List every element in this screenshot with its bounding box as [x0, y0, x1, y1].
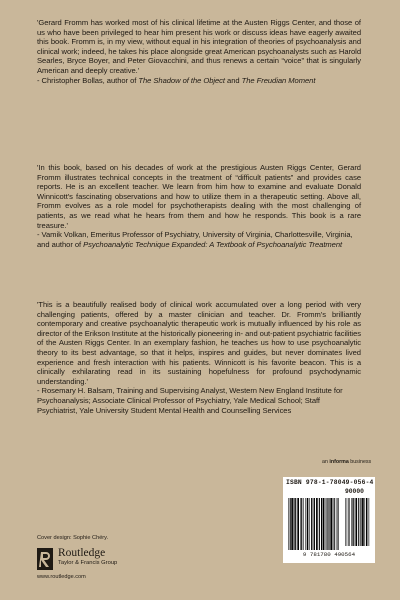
endorsement-text: 'Gerard Fromm has worked most of his clinical lifetime at the Austen Riggs Center, and those of us who have been privileged to hear him present his work or discuss ideas have eagerly awaited this book. Fromm is, in my view, without equal in his integration of theories of psychoanalysis and clinical work; indeed, he takes his place alongside great American psychoanalysts such as Harold Searles, Bryce Boyer, and Peter Giovacchini, and thus renews a certain “voice” that is singularly American and deeply creative.' — [37, 18, 361, 75]
endorsement-balsam — [37, 300, 361, 415]
endorsement-attribution: - Christopher Bollas, author of The Shadow of the Object and The Freudian Moment — [37, 75, 316, 85]
isbn-barcode — [283, 477, 375, 563]
endorsement-text: 'In this book, based on his decades of work at the prestigious Austen Riggs Center, Gerard Fromm illustrates technical concepts in the treatment of “difficult patients” and provides case reports. He is an excellent teacher. We learn from him how to examine and evaluate Donald Winnicott's fascinating observations and how to utilize them in a therapeutic setting. Above all, Fromm evolves as a role model for psychotherapists dealing with the most challenging of patients, as we read what he hears from them and how he responds. This book is a rare treasure.' — [37, 163, 361, 230]
addon-barcode-bars — [345, 498, 371, 546]
cover-design-credit: Cover design: Sophie Chéry. — [37, 535, 109, 541]
endorsement-attribution: - Vamik Volkan, Emeritus Professor of Psychiatry, University of Virginia, Charlottesville, Virginia, and author of Psychoanalytic Technique Expanded: A Textbook of Psychoanalytic Treatment — [37, 230, 353, 249]
publisher-name: Routledge — [58, 547, 106, 559]
informa-business-tag: an informa business — [322, 459, 372, 465]
routledge-r-logo-icon — [37, 548, 53, 570]
isbn-number: ISBN 978-1-78049-056-4 — [286, 479, 374, 486]
publisher-url[interactable]: www.routledge.com — [37, 574, 86, 580]
endorsement-attribution: - Rosemary H. Balsam, Training and Supervising Analyst, Western New England Institute for Psychoanalysis; Associate Clinical Professor of Psychiatry, Yale Medical School; Staff Psychiatrist, Yale University Student Mental Health and Counselling Services — [37, 386, 343, 415]
price-code: 90000 — [345, 488, 364, 495]
endorsement-volkan — [37, 163, 361, 249]
ean-digits: 9 781780 490564 — [302, 551, 356, 558]
endorsement-text: 'This is a beautifully realised body of clinical work accumulated over a long period with very challenging patients, offered by a master clinician and teacher. Dr. Fromm's brilliantly contemporary and creative psychoanalytic therapeutic work is mutually influenced by his role as director of the Erikson Institute at the historically pioneering in- and out-patient psychiatric facilities of the Austen Riggs Center. In an exemplary fashion, he teaches us how to use psychoanalytic theory to its best advantage, so that it helps, inspires and guides, but never dominates lived experience and fresh interaction with his patients. Winnicott is his favorite beacon. This is a clinically exhilarating read in its sustaining hopefulness for profound psychodynamic understanding.' — [37, 300, 361, 386]
endorsement-bollas — [37, 18, 361, 85]
publisher-brand — [58, 548, 117, 566]
publisher-group: Taylor & Francis Group — [58, 560, 118, 566]
ean-barcode-bars — [288, 498, 342, 550]
